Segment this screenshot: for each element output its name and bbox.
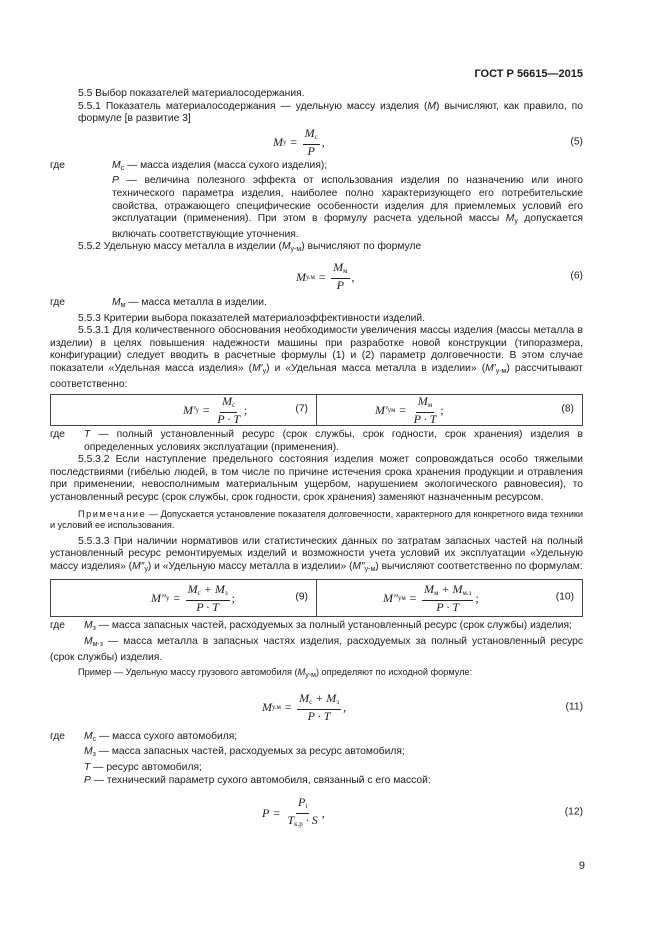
formula-12: P = $\frac{P_i}{T_{к.р} \cdot S}$ , (12)	[262, 794, 583, 828]
section-5-5-3-2: 5.5.3.2 Если наступление предельного состояния изделия может сопровождаться особо тяжелыми последствиями (гибелью людей, в том числе по причине истечения срока хранения продукции и отравления при применении, невосполнимым материальным ущербом, нарушением экологического равновесия), то установленный ресурс (срок службы, срок годности, срок хранения) заменяют назначенным ресурсом.	[50, 454, 583, 504]
standard-header: ГОСТ Р 56615—2015	[474, 68, 583, 80]
formula-8: M′ ум = $\frac{M_м}{P \cdot T}$ ; (8)	[316, 395, 582, 425]
formula-11-number: (11)	[565, 701, 583, 713]
where-11a: где $M_с$ — масса сухого автомобиля;	[50, 730, 238, 743]
section-5-5-3: 5.5.3 Критерии выбора показателей материалоэффективности изделий.	[78, 312, 426, 324]
section-5-5-3-3: 5.5.3.3 При наличии нормативов или статистических данных по затратам запасных частей на полный установленный ресурс ремонтируемых изделий и возможности учета условий их эксплуатации «Удельную массу изделия» $(M''_у)$ и «Удельную массу металла в изделии» $(M''_{у-м})$ вычисляют соответственно по формулам:	[50, 535, 583, 573]
formula-12-number: (12)	[564, 806, 583, 818]
formula-9-number: (9)	[295, 592, 308, 604]
where-9: где $M_з$ — масса запасных частей, расходуемых за полный установленный ресурс (срок службы) изделия;	[50, 620, 572, 633]
page-number: 9	[578, 860, 585, 872]
where-11d: P — технический параметр сухого автомобиля, связанный с его массой:	[84, 774, 431, 786]
formula-9: M″ у = $\frac{M_с + M_з}{P \cdot T}$ ; (9)	[151, 581, 308, 614]
example: Пример — Удельную массу грузового автомобиля $(M_{у-м})$ определяют по исходной формуле:	[78, 667, 473, 680]
note: Примечание — Допускается установление показателя долговечности, характерного для конкретного вида техники и условий ее использования.	[50, 508, 583, 531]
where-11c: T — ресурс автомобиля;	[84, 761, 202, 773]
formula-6: M у.м = $\frac{M_м}{P}$ , (6)	[296, 260, 583, 293]
formula-box-7-8	[50, 394, 583, 426]
formula-6-number: (6)	[570, 270, 583, 282]
formula-10-number: (10)	[555, 592, 574, 604]
formula-5-number: (5)	[570, 136, 583, 148]
formula-5: M у = $\frac{M_с}{P}$ , (5)	[273, 126, 583, 159]
section-5-5-1: 5.5.1 Показатель материалосодержания — удельную массу изделия (M) вычисляют, как правило, по формуле [в развитие 3]	[78, 100, 583, 125]
where-10: $M_{м-з}$ — масса металла в запасных частях изделия, расходуемых за полный установленный ресурс (срок службы) изделия.	[50, 636, 583, 663]
where-5b: P — величина полезного эффекта от использования изделия по назначению или иного технического параметра изделия, наиболее полно характеризующего его потребительские свойства, отражающего специфические особенности изделия для приемлемых условий его эксплуатации (применения). При этом в формулу расчета удельной массы $M_у$ допускается включать соответствующие уточнения.	[112, 175, 583, 240]
formula-8-number: (8)	[561, 403, 574, 415]
formula-7-number: (7)	[295, 403, 308, 415]
formula-10: M″ ум = $\frac{M_м + M_{м.з}}{P \cdot T}$ ; (10)	[316, 580, 582, 616]
formula-11: M у.м = $\frac{M_с + M_з}{P \cdot T}$ , (11)	[262, 691, 583, 724]
where-7-8: где T — полный установленный ресурс (срок службы, срок годности, срок хранения) изделия в определенных условиях эксплуатации (применения).	[50, 429, 583, 453]
formula-box-9-10	[50, 579, 583, 617]
page-content	[50, 88, 584, 836]
where-11b: $M_з$ — масса запасных частей, расходуемых за ресурс автомобиля;	[84, 746, 405, 759]
formula-7: M′ у = $\frac{M_с}{P \cdot T}$ ; (7)	[183, 393, 308, 426]
section-5-5-3-1: 5.5.3.1 Для количественного обоснования необходимости увеличения массы изделия (массы металла в изделии) в целях повышения надежности машины при разработке новой конструкции (типоразмера, конфигурации) следует вводить в расчетные формулы (1) и (2) параметр долговечности. В этом случае показатели «Удельная масса изделия» $(M'_у)$ и «Удельная масса металла в изделии» $(M'_{у-м})$ рассчитывают соответственно:	[50, 325, 584, 390]
section-5-5: 5.5 Выбор показателей материалосодержания.	[78, 88, 305, 99]
section-5-5-2: 5.5.2 Удельную массу металла в изделии $(M_{у-м})$ вычисляют по формуле	[78, 241, 422, 254]
where-6: где $M_м$ — масса металла в изделии.	[50, 296, 267, 309]
where-5a: где $M_с$ — масса изделия (масса сухого изделия);	[50, 159, 328, 172]
